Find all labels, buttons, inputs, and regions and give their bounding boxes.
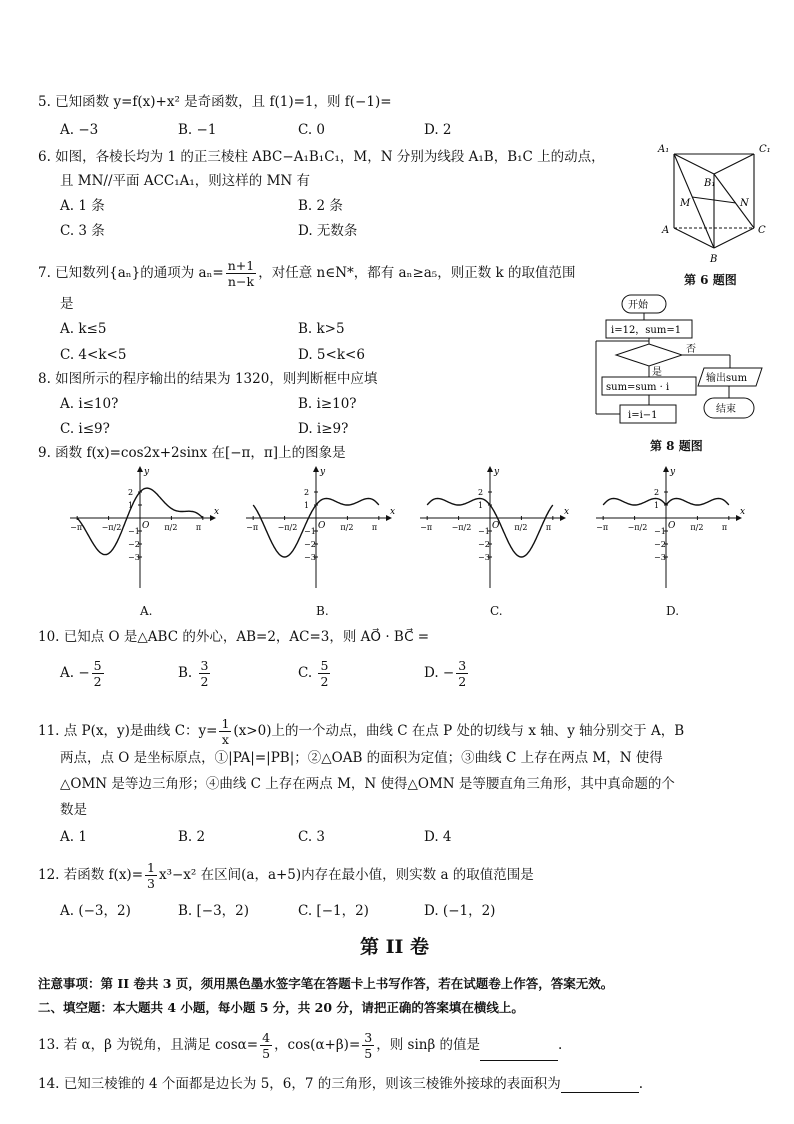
y-axis-label: y: [144, 467, 150, 477]
y-tick-label: −1: [654, 527, 666, 536]
q11-stem-post: (x>0)上的一个动点，曲线 C 在点 P 处的切线与 x 轴、y 轴分别交于 A，B: [233, 723, 685, 739]
q12-stem: [38, 860, 534, 891]
flow-no-text: 否: [686, 344, 696, 355]
q9-label-c: C.: [490, 604, 503, 618]
y-tick-label: −2: [128, 540, 140, 549]
q8-stem: 8. 如图所示的程序输出的结果为 1320，则判断框中应填: [38, 371, 378, 387]
prism-figure: [656, 140, 776, 266]
q10-d-frac: [456, 658, 468, 689]
x-tick-label: −π/2: [101, 523, 122, 532]
q8-option-a: A. i≤10?: [60, 396, 119, 412]
y-tick-label: 1: [128, 501, 134, 510]
origin-label: O: [492, 521, 500, 531]
x-tick-label: −π: [70, 523, 83, 532]
label-c: C: [758, 225, 766, 236]
edge-bc: [714, 228, 754, 248]
y-tick-label: −1: [128, 527, 140, 536]
q14-stem-text: 14. 已知三棱锥的 4 个面都是边长为 5，6，7 的三角形，则该三棱锥外接球的表面积为: [38, 1076, 561, 1092]
q14-answer-blank[interactable]: [561, 1078, 639, 1093]
label-c1: C₁: [759, 144, 771, 155]
part2-section: 二、填空题：本大题共 4 小题，每小题 5 分，共 20 分，请把正确的答案填在横线上。: [38, 1000, 524, 1015]
q11-stem: [38, 716, 684, 747]
y-axis-label: y: [494, 467, 500, 477]
flow-output-text: 输出sum: [706, 373, 748, 384]
q9-graph-svg: [412, 466, 572, 596]
y-tick-label: 1: [304, 501, 310, 510]
flowchart-figure: [592, 292, 772, 432]
q12-option-a: A. (−3，2): [60, 903, 131, 919]
q9-label-d: D.: [666, 604, 680, 618]
x-axis-label: x: [564, 507, 570, 517]
x-tick-label: π: [371, 523, 378, 532]
q10-d-den: 2: [458, 674, 467, 689]
q9-graph-svg: [238, 466, 398, 596]
q11-frac: [219, 716, 231, 747]
q9-graph-c: [412, 466, 572, 600]
q10-b-label: B.: [178, 665, 197, 681]
origin-label: O: [318, 521, 326, 531]
y-tick-label: −3: [478, 553, 490, 562]
x-tick-label: π/2: [164, 523, 178, 532]
x-tick-label: −π/2: [451, 523, 472, 532]
y-tick-label: 2: [654, 488, 660, 497]
x-tick-label: −π: [246, 523, 259, 532]
q7-frac-den: n−k: [227, 274, 255, 289]
label-b1: B₁: [704, 178, 716, 189]
label-n: N: [740, 198, 749, 209]
edge-ab: [674, 228, 714, 248]
q10-b-den: 2: [200, 674, 209, 689]
q13-stem: [38, 1030, 562, 1061]
x-tick-label: π/2: [514, 523, 528, 532]
q11-option-b: B. 2: [178, 829, 206, 845]
edge-b1c1: [714, 154, 754, 174]
y-tick-label: 2: [128, 488, 134, 497]
q12-frac-num: 1: [147, 860, 155, 875]
q10-stem: 10. 已知点 O 是△ABC 的外心，AB=2，AC=3，则 AO⃗ · BC⃗ =: [38, 629, 430, 645]
q9-graph-b: [238, 466, 398, 600]
x-tick-label: −π/2: [277, 523, 298, 532]
q11-line3: △OMN 是等边三角形；④曲线 C 上存在两点 M，N 使得△OMN 是等腰直角三角形，其中真命题的个: [60, 776, 675, 792]
y-tick-label: −3: [654, 553, 666, 562]
q7-frac-num: n+1: [227, 258, 255, 273]
q9-graph-svg: [588, 466, 748, 596]
q9-label-b: B.: [316, 604, 329, 618]
x-tick-label: π: [195, 523, 202, 532]
q13-f1-num: 4: [262, 1030, 271, 1045]
edge-a1b1: [674, 154, 714, 174]
q10-a-den: 2: [93, 674, 102, 689]
q7-stem-line2: 是: [60, 296, 74, 312]
part2-notice: 注意事项：第 II 卷共 3 页，须用黑色墨水签字笔在答题卡上书写作答，若在试题卷上作答，答案无效。: [38, 976, 614, 991]
part2-title: 第 II 卷: [360, 936, 430, 958]
y-tick-label: −2: [654, 540, 666, 549]
q7-option-d: D. 5<k<6: [298, 347, 365, 363]
q6-option-a: A. 1 条: [60, 198, 105, 214]
q6-stem-line2: 且 MN//平面 ACC₁A₁，则这样的 MN 有: [60, 173, 311, 189]
flow-yes-text: 是: [652, 367, 662, 378]
y-tick-label: −1: [304, 527, 316, 536]
y-tick-label: 1: [478, 501, 484, 510]
q7-fraction: [226, 258, 256, 289]
q8-figure-caption: 第 8 题图: [650, 439, 703, 453]
x-axis-label: x: [390, 507, 396, 517]
q6-option-b: B. 2 条: [298, 198, 343, 214]
q9-graph-a: [62, 466, 222, 600]
q5-option-d: D. 2: [424, 122, 452, 138]
x-tick-label: π: [545, 523, 552, 532]
q8-option-d: D. i≥9?: [298, 421, 349, 437]
q11-option-c: C. 3: [298, 829, 326, 845]
q12-stem-pre: 12. 若函数 f(x)=: [38, 867, 144, 883]
q10-c-frac: [318, 658, 330, 689]
q6-option-c: C. 3 条: [60, 223, 105, 239]
flow-end-text: 结束: [716, 404, 736, 415]
q7-option-b: B. k>5: [298, 321, 345, 337]
q11-option-a: A. 1: [60, 829, 87, 845]
origin-label: O: [668, 521, 676, 531]
q5-stem: 5. 已知函数 y=f(x)+x² 是奇函数，且 f(1)=1，则 f(−1)=: [38, 94, 392, 110]
q10-option-a: [60, 658, 106, 689]
q7-stem-pre: 7. 已知数列{aₙ}的通项为 aₙ=: [38, 265, 224, 281]
q10-c-num: 5: [320, 658, 329, 673]
flow-assign-text: sum=sum · i: [606, 382, 670, 393]
q8-option-c: C. i≤9?: [60, 421, 110, 437]
label-m: M: [680, 198, 691, 209]
q12-stem-post: x³−x² 在区间(a，a+5)内存在最小值，则实数 a 的取值范围是: [158, 867, 534, 883]
x-tick-label: −π/2: [627, 523, 648, 532]
q10-option-b: [178, 658, 212, 689]
q13-end: .: [558, 1037, 563, 1053]
q12-option-d: D. (−1，2): [424, 903, 496, 919]
y-tick-label: 2: [304, 488, 310, 497]
q10-b-num: 3: [200, 658, 209, 673]
y-axis-arrow: [313, 466, 319, 472]
flow-start-text: 开始: [628, 300, 648, 311]
q10-option-d: [424, 658, 470, 689]
q7-option-a: A. k≤5: [60, 321, 107, 337]
y-axis-label: y: [320, 467, 326, 477]
q10-a-num: 5: [93, 658, 102, 673]
q10-c-den: 2: [320, 674, 329, 689]
q11-stem-pre: 11. 点 P(x，y)是曲线 C：y=: [38, 723, 218, 739]
q13-post: ，则 sinβ 的值是: [376, 1037, 481, 1053]
q6-stem-line1: 6. 如图，各棱长均为 1 的正三棱柱 ABC−A₁B₁C₁，M，N 分别为线段 A₁B，B₁C 上的动点，: [38, 149, 605, 165]
q11-line4: 数是: [60, 802, 87, 818]
q13-f1-den: 5: [262, 1046, 271, 1061]
flow-dec-text: i=i−1: [628, 410, 658, 421]
q11-frac-num: 1: [221, 716, 230, 731]
q6-option-d: D. 无数条: [298, 223, 358, 239]
q7-stem: [38, 258, 575, 289]
q11-line2: 两点，点 O 是坐标原点，①|PA|=|PB|；②△OAB 的面积为定值；③曲线 C 上存在两点 M，N 使得: [60, 750, 663, 766]
q13-frac1: [260, 1030, 272, 1061]
q5-option-c: C. 0: [298, 122, 326, 138]
q8-option-b: B. i≥10?: [298, 396, 357, 412]
y-axis-arrow: [137, 466, 143, 472]
label-a: A: [662, 225, 670, 236]
x-tick-label: π/2: [690, 523, 704, 532]
y-axis-label: y: [670, 467, 676, 477]
x-tick-label: −π: [420, 523, 433, 532]
q10-d-label: D. −: [424, 665, 455, 681]
q10-a-label: A. −: [60, 665, 90, 681]
q10-b-frac: [199, 658, 211, 689]
q14-stem: [38, 1075, 643, 1093]
q10-option-c: [298, 658, 332, 689]
y-tick-label: −2: [304, 540, 316, 549]
x-tick-label: π/2: [340, 523, 354, 532]
y-tick-label: −3: [128, 553, 140, 562]
q12-option-c: C. [−1，2): [298, 903, 369, 919]
y-tick-label: −1: [478, 527, 490, 536]
q7-option-c: C. 4<k<5: [60, 347, 127, 363]
q6-figure-caption: 第 6 题图: [684, 273, 737, 287]
x-axis-label: x: [214, 507, 220, 517]
q11-frac-den: x: [221, 732, 229, 747]
q10-c-label: C.: [298, 665, 317, 681]
q13-frac2: [362, 1030, 374, 1061]
y-axis-arrow: [487, 466, 493, 472]
q13-f2-num: 3: [364, 1030, 373, 1045]
y-tick-label: 2: [478, 488, 484, 497]
q11-option-d: D. 4: [424, 829, 452, 845]
q12-frac-den: 3: [147, 876, 155, 891]
q12-frac: [145, 860, 157, 891]
q13-answer-blank[interactable]: [480, 1046, 558, 1061]
x-axis-label: x: [740, 507, 746, 517]
origin-label: O: [142, 521, 150, 531]
y-tick-label: −3: [304, 553, 316, 562]
q13-f2-den: 5: [364, 1046, 373, 1061]
q7-stem-post: ，对任意 n∈N*，都有 aₙ≥a₅，则正数 k 的取值范围: [258, 265, 576, 281]
q14-end: .: [638, 1076, 644, 1092]
q13-mid: ，cos(α+β)=: [274, 1037, 361, 1053]
q13-pre: 13. 若 α，β 为锐角，且满足 cosα=: [38, 1037, 259, 1053]
q5-option-b: B. −1: [178, 122, 217, 138]
q9-graph-svg: [62, 466, 222, 596]
q9-label-a: A.: [140, 604, 153, 618]
y-axis-arrow: [663, 466, 669, 472]
y-tick-label: −2: [478, 540, 490, 549]
label-a1: A₁: [658, 144, 670, 155]
label-b: B: [710, 254, 718, 265]
x-tick-label: −π: [596, 523, 609, 532]
q10-a-frac: [92, 658, 104, 689]
q10-d-num: 3: [458, 658, 467, 673]
x-tick-label: π: [721, 523, 728, 532]
flow-decision-shape: [616, 344, 682, 366]
flow-init-text: i=12，sum=1: [611, 325, 682, 336]
q12-option-b: B. [−3，2): [178, 903, 250, 919]
y-tick-label: 1: [654, 501, 660, 510]
q9-graph-d: [588, 466, 748, 600]
q5-option-a: A. −3: [60, 122, 99, 138]
q9-stem: 9. 函数 f(x)=cos2x+2sinx 在[−π，π]上的图象是: [38, 445, 346, 461]
